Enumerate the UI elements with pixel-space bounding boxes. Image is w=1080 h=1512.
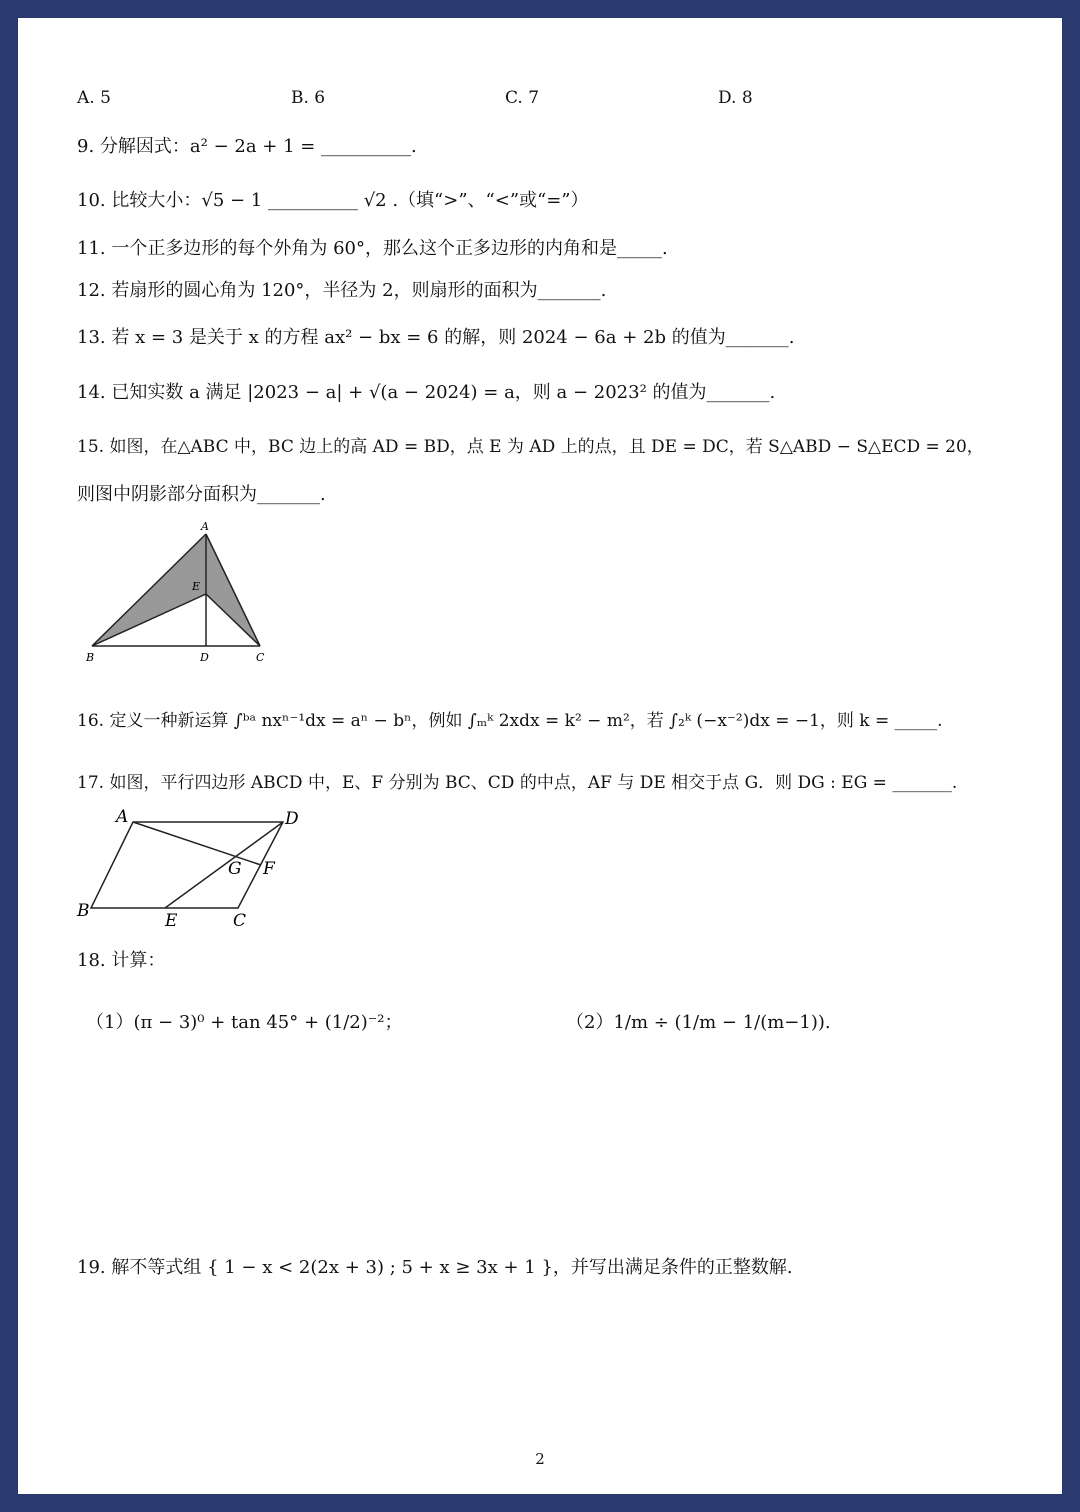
question-15-line2: 则图中阴影部分面积为_______. [77, 484, 326, 505]
question-18-part2: （2）1/m ÷ (1/m − 1/(m−1)). [566, 1012, 831, 1033]
question-18: 18. 计算： [77, 950, 166, 971]
label-g: G [228, 859, 242, 879]
label-a: A [201, 520, 209, 533]
parallelogram-abcd [91, 822, 283, 908]
question-12: 12. 若扇形的圆心角为 120°，半径为 2，则扇形的面积为_______. [77, 280, 607, 301]
figure-17-parallelogram [73, 808, 313, 938]
question-18-part1: （1）(π − 3)⁰ + tan 45° + (1/2)⁻²； [86, 1012, 403, 1033]
label-d: D [200, 651, 209, 664]
choice-b: B. 6 [291, 88, 326, 108]
label-e: E [192, 580, 201, 593]
question-10: 10. 比较大小：√5 − 1 __________ √2 .（填“>”、“<”或“=”） [77, 190, 589, 211]
label-b: B [86, 651, 95, 664]
question-19: 19. 解不等式组 { 1 − x < 2(2x + 3) ; 5 + x ≥ 3x + 1 }，并写出满足条件的正整数解. [77, 1257, 793, 1278]
question-13: 13. 若 x = 3 是关于 x 的方程 ax² − bx = 6 的解，则 2024 − 6a + 2b 的值为_______. [77, 327, 795, 348]
page-number: 2 [535, 1450, 545, 1468]
choice-a: A. 5 [77, 88, 111, 108]
question-11: 11. 一个正多边形的每个外角为 60°，那么这个正多边形的内角和是_____. [77, 238, 668, 259]
question-9: 9. 分解因式：a² − 2a + 1 = __________. [77, 136, 417, 157]
label-d: D [285, 809, 299, 829]
label-b: B [77, 901, 90, 921]
document-page [18, 18, 1062, 1494]
choice-d: D. 8 [718, 88, 753, 108]
label-a: A [116, 808, 129, 827]
choice-c: C. 7 [505, 88, 540, 108]
question-16: 16. 定义一种新运算 ∫ᵇᵃ nxⁿ⁻¹dx = aⁿ − bⁿ，例如 ∫ₘᵏ 2xdx = k² − m²，若 ∫₂ᵏ (−x⁻²)dx = −1，则 k = _____. [77, 711, 943, 731]
question-15-line1: 15. 如图，在△ABC 中，BC 边上的高 AD = BD，点 E 为 AD 上的点，且 DE = DC，若 S△ABD − S△ECD = 20， [77, 437, 984, 457]
label-e: E [165, 911, 178, 931]
label-f: F [263, 859, 275, 879]
label-c: C [233, 911, 247, 931]
label-c: C [256, 651, 265, 664]
figure-15-triangle [78, 518, 278, 668]
segment-af [133, 822, 261, 865]
question-14: 14. 已知实数 a 满足 |2023 − a| + √(a − 2024) = a，则 a − 2023² 的值为_______. [77, 382, 776, 403]
question-17: 17. 如图，平行四边形 ABCD 中，E、F 分别为 BC、CD 的中点，AF 与 DE 相交于点 G．则 DG : EG = _______. [77, 773, 958, 793]
